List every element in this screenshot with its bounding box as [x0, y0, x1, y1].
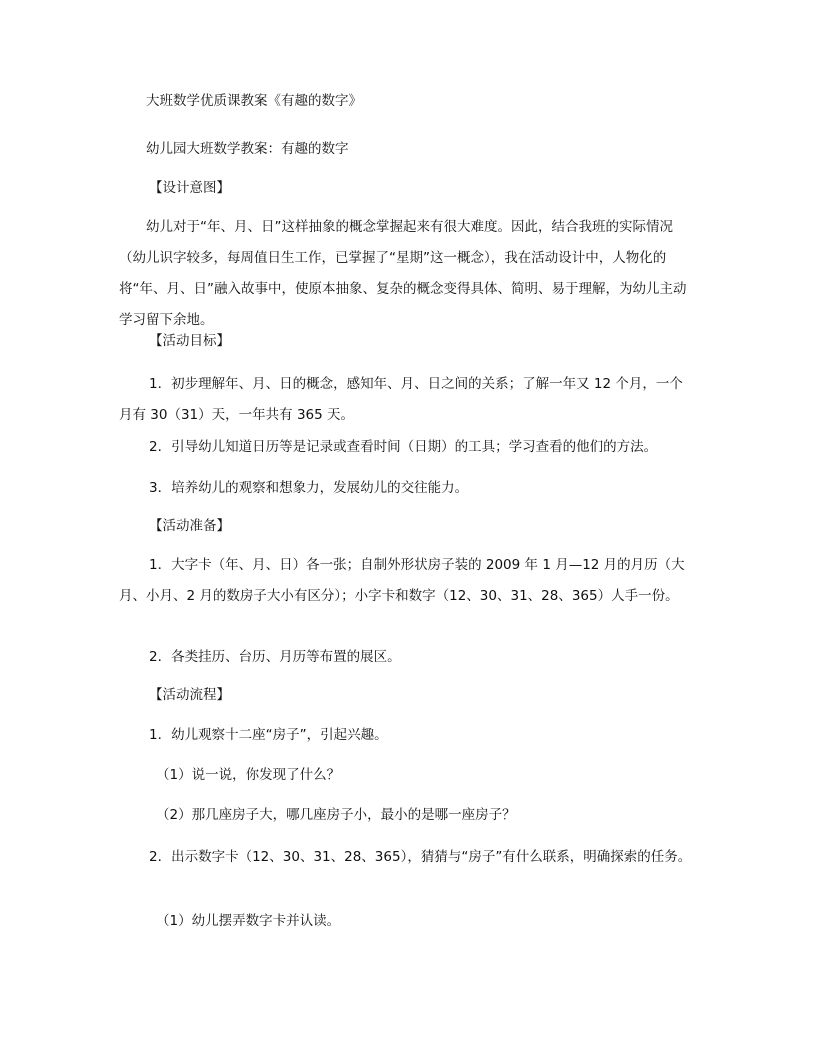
section-heading-design-intent: 【设计意图】: [149, 180, 230, 196]
paragraph-goal-1: 1．初步理解年、月、日的概念，感知年、月、日之间的关系；了解一年又 12 个月，一个月有 30（31）天，一年共有 365 天。: [119, 376, 683, 423]
section-heading-goals: 【活动目标】: [149, 333, 230, 349]
paragraph-preparation-2: 2．各类挂历、台历、月历等布置的展区。: [149, 649, 401, 665]
paragraph-goal-3: 3．培养幼儿的观察和想象力，发展幼儿的交往能力。: [149, 480, 469, 496]
document-title: 大班数学优质课教案《有趣的数字》: [146, 93, 362, 109]
paragraph-process-2-1: （1）幼儿摆弄数字卡并认读。: [156, 913, 341, 929]
paragraph-process-1-1: （1）说一说，你发现了什么？: [156, 767, 341, 783]
paragraph-design-intent: 幼儿对于“年、月、日”这样抽象的概念掌握起来有很大难度。因此，结合我班的实际情况（幼儿识字较多，每周值日生工作，已掌握了“星期”这一概念），我在活动设计中，人物化的将“年、月、日”融入故事中，使原本抽象、复杂的概念变得具体、简明、易于理解，为幼儿主动学习留下余地。: [119, 219, 687, 328]
paragraph-process-1-2: （2）那几座房子大，哪几座房子小，最小的是哪一座房子？: [156, 807, 516, 823]
section-heading-process: 【活动流程】: [149, 687, 230, 703]
section-heading-preparation: 【活动准备】: [149, 518, 230, 534]
paragraph-process-1: 1．幼儿观察十二座“房子”，引起兴趣。: [149, 727, 388, 743]
paragraph-process-2: 2．出示数字卡（12、30、31、28、365），猜猜与“房子”有什么联系，明确探索的任务。: [149, 849, 692, 865]
document-subtitle: 幼儿园大班数学教案：有趣的数字: [146, 141, 349, 157]
paragraph-goal-2: 2．引导幼儿知道日历等是记录或查看时间（日期）的工具；学习查看的他们的方法。: [149, 439, 658, 455]
paragraph-preparation-1: 1．大字卡（年、月、日）各一张；自制外形状房子装的 2009 年 1 月—12 月的月历（大月、小月、2 月的数房子大小有区分）；小字卡和数字（12、30、31、28、365）人手一份。: [119, 557, 685, 604]
